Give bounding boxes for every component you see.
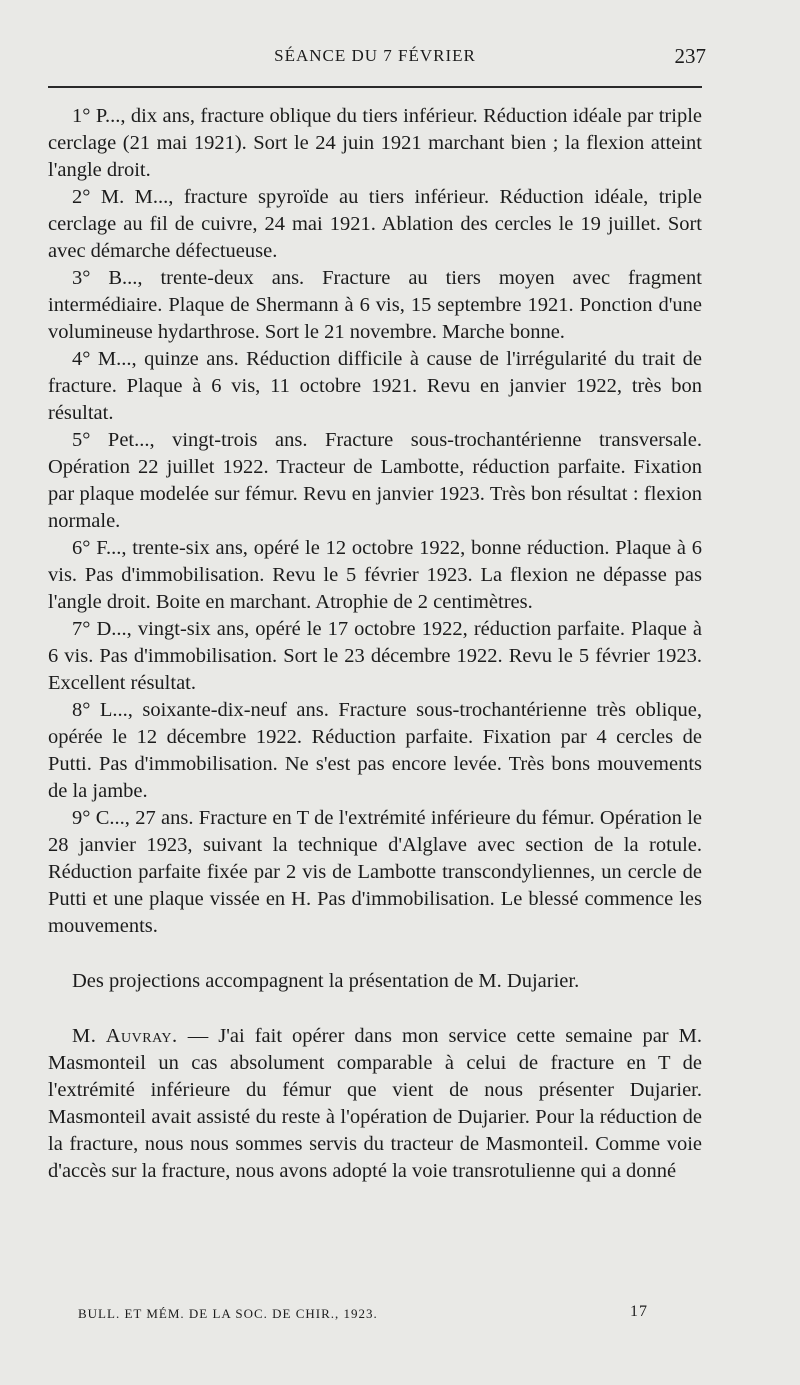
case-paragraph-2: 2° M. M..., fracture spyroïde au tiers inférieur. Réduction idéale, triple cerclage au fil de cuivre, 24 mai 1921. Ablation des cercles le 19 juillet. Sort avec démarche défectueuse. (48, 186, 702, 262)
running-title: SÉANCE DU 7 FÉVRIER (274, 46, 476, 65)
case-paragraph-3: 3° B..., trente-deux ans. Fracture au tiers moyen avec fragment intermédiaire. Plaque de Shermann à 6 vis, 15 septembre 1921. Ponction d'une volumineuse hydarthrose. Sort le 21 novembre. Marche bonne. (48, 267, 702, 343)
journal-citation: BULL. ET MÉM. DE LA SOC. DE CHIR., 1923. (78, 1306, 378, 1321)
discussion-text: J'ai fait opérer dans mon service cette semaine par M. Masmonteil un cas absolument comparable à celui de fracture en T de l'extrémité inférieure du fémur que vient de nous présenter Dujarier. Masmonteil avait assisté du reste à l'opération de Dujarier. Pour la réduction de la fracture, nous nous sommes servis du tracteur de Masmonteil. Comme voie d'accès sur la fracture, nous avons adopté la voie transrotulienne qui a donné (48, 1025, 702, 1182)
case-paragraph-6: 6° F..., trente-six ans, opéré le 12 octobre 1922, bonne réduction. Plaque à 6 vis. Pas d'immobilisation. Revu le 5 février 1923. La flexion ne dépasse pas l'angle droit. Boite en marchant. Atrophie de 2 centimètres. (48, 537, 702, 613)
case-paragraph-9: 9° C..., 27 ans. Fracture en T de l'extrémité inférieure du fémur. Opération le 28 janvier 1923, suivant la technique d'Alglave avec section de la rotule. Réduction parfaite fixée par 2 vis de Lambotte transcondyliennes, un cercle de Putti et une plaque vissée en H. Pas d'immobilisation. Le blessé commence les mouvements. (48, 807, 702, 937)
speaker-dash: — (177, 1025, 219, 1047)
case-paragraph-7: 7° D..., vingt-six ans, opéré le 17 octobre 1922, réduction parfaite. Plaque à 6 vis. Pas d'immobilisation. Sort le 23 décembre 1922. Revu le 5 février 1923. Excellent résultat. (48, 618, 702, 694)
case-paragraph-4: 4° M..., quinze ans. Réduction difficile à cause de l'irrégularité du trait de fracture. Plaque à 6 vis, 11 octobre 1921. Revu en janvier 1922, très bon résultat. (48, 348, 702, 424)
signature-mark: 17 (630, 1303, 648, 1320)
speaker-name: M. Auvray. (72, 1025, 178, 1047)
case-paragraph-1: 1° P..., dix ans, fracture oblique du tiers inférieur. Réduction idéale par triple cerclage (21 mai 1921). Sort le 24 juin 1921 marchant bien ; la flexion atteint l'angle droit. (48, 105, 702, 181)
projection-announcement: Des projections accompagnent la présentation de M. Dujarier. (72, 970, 580, 992)
page-number: 237 (674, 44, 706, 68)
page-header (48, 44, 706, 74)
case-paragraph-8: 8° L..., soixante-dix-neuf ans. Fracture sous-trochantérienne très oblique, opérée le 12 décembre 1922. Réduction parfaite. Fixation par 4 cercles de Putti. Pas d'immobilisation. Ne s'est pas encore levée. Très bons mouvements de la jambe. (48, 699, 702, 802)
case-paragraph-5: 5° Pet..., vingt-trois ans. Fracture sous-trochantérienne transversale. Opération 22 juillet 1922. Tracteur de Lambotte, réduction parfaite. Fixation par plaque modelée sur fémur. Revu en janvier 1923. Très bon résultat : flexion normale. (48, 429, 702, 532)
page-body (48, 103, 702, 1185)
header-rule (48, 86, 702, 88)
discussion-paragraph (48, 1023, 702, 1185)
